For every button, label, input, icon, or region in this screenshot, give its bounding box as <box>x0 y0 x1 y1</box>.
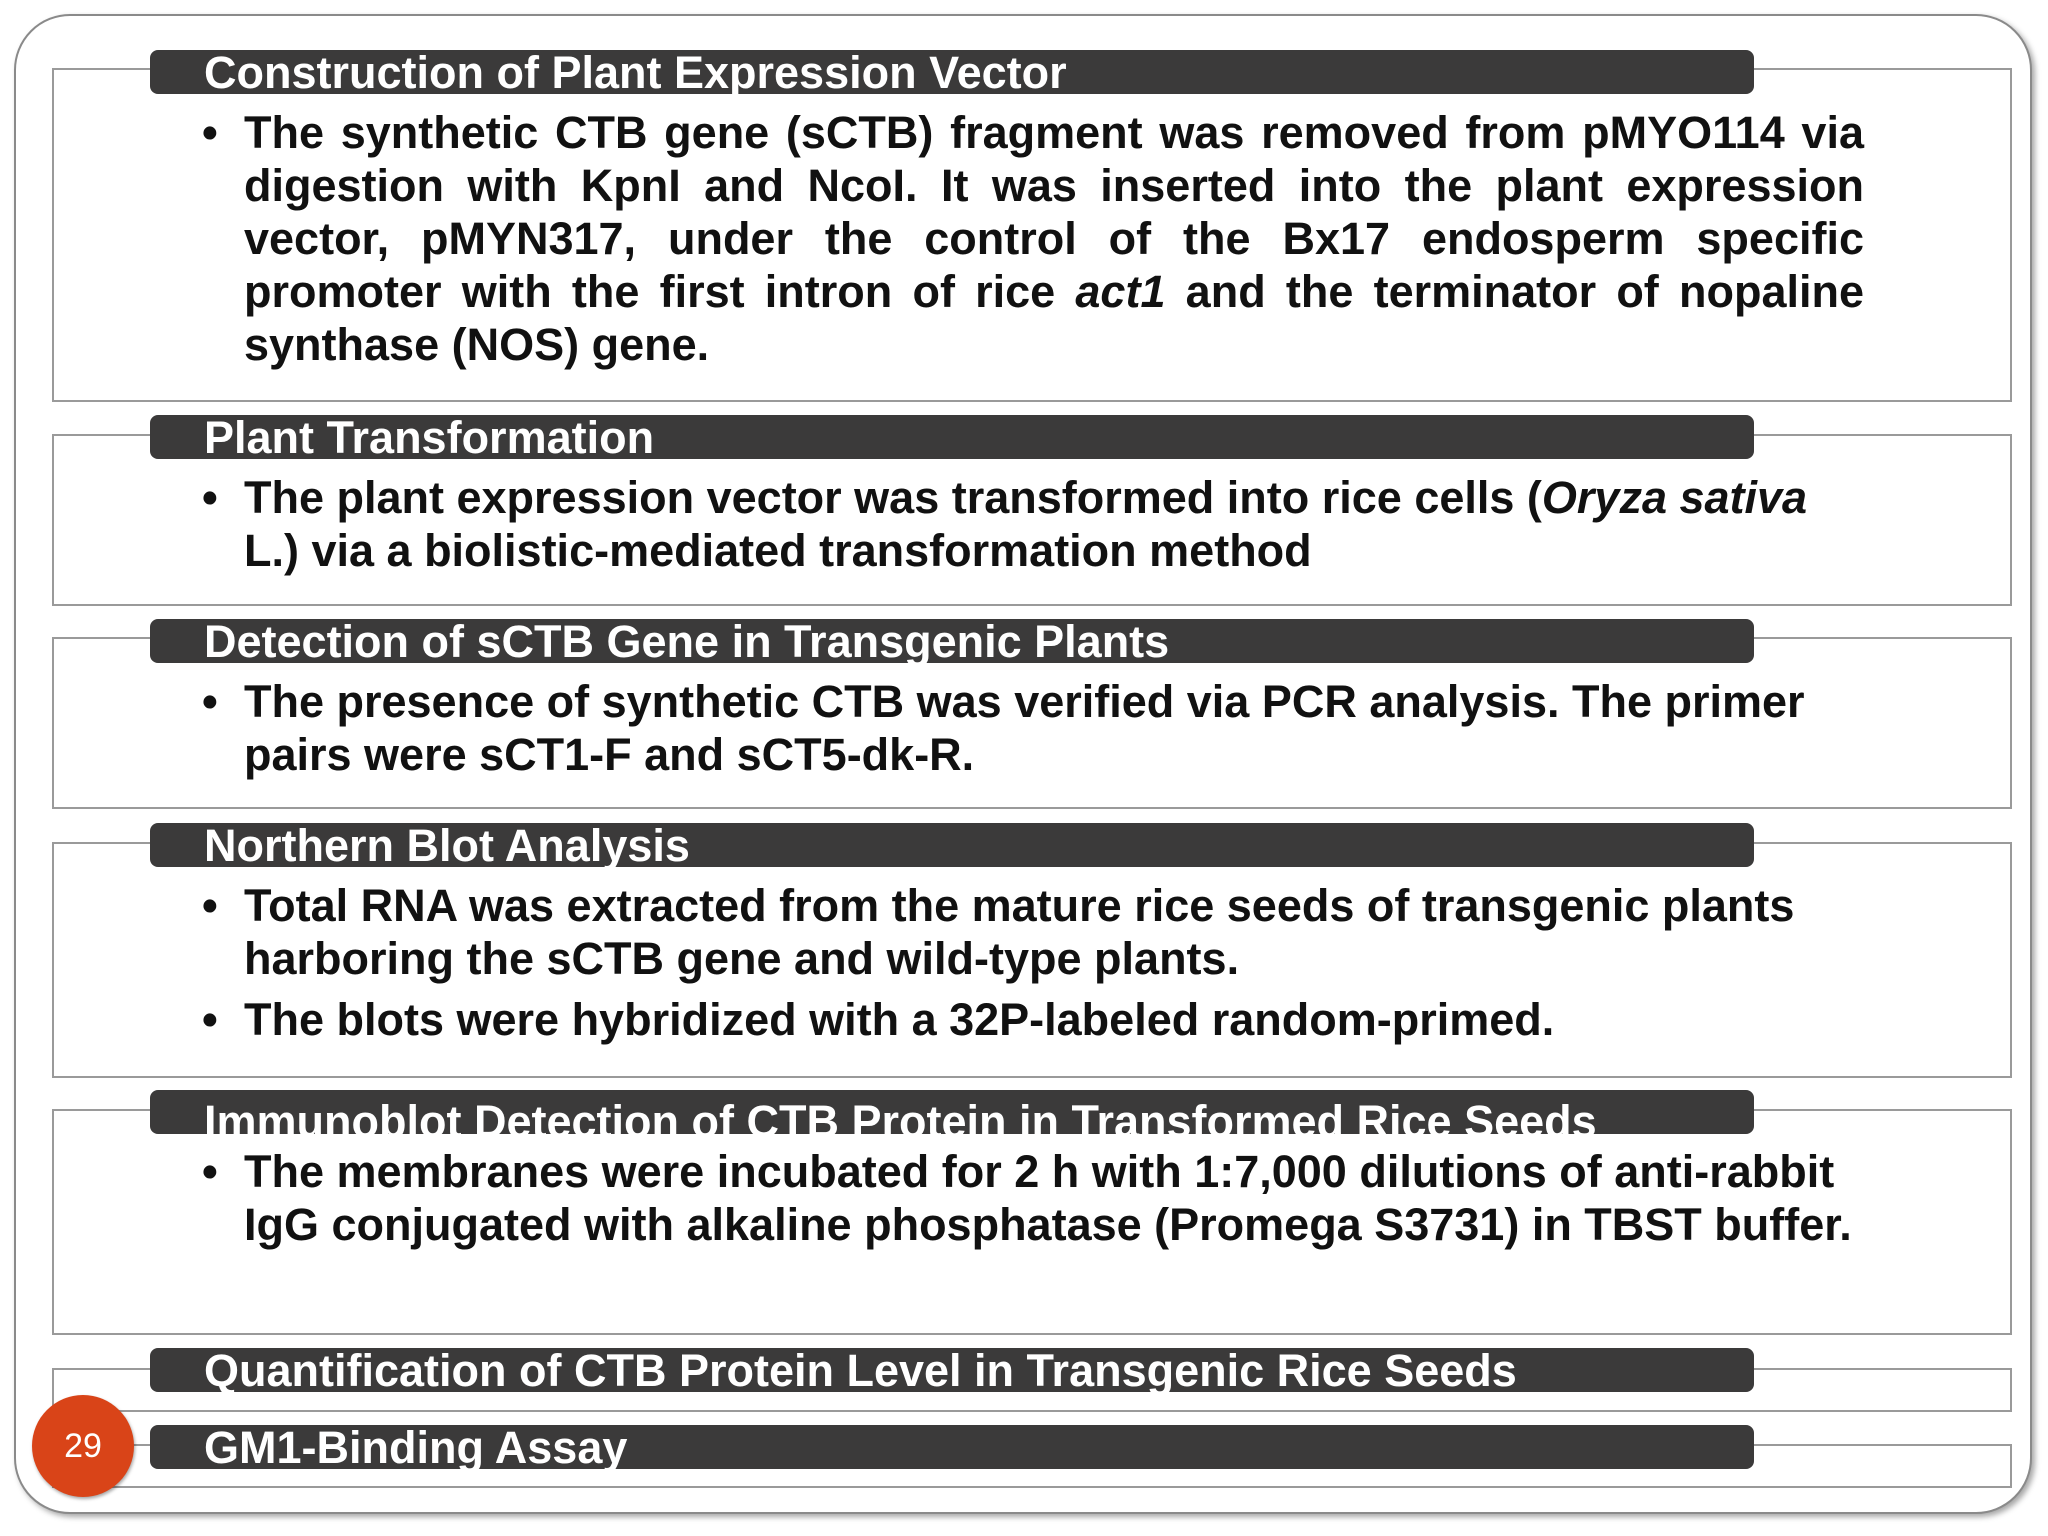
section-header-gm1-binding <box>150 1422 1754 1473</box>
bullet-list-sctb-detection <box>196 675 1864 789</box>
section-header-immunoblot <box>150 1090 1754 1147</box>
section-header-ctb-quantification <box>150 1345 1754 1396</box>
section-title: Detection of sCTB Gene in Transgenic Plants <box>204 616 1170 667</box>
bullet-item: • The membranes were incubated for 2 h with 1:7,000 dilutions of anti-rabbit IgG conjugated with alkaline phosphatase (Promega S3731) in TBST buffer. <box>196 1145 1864 1251</box>
bullet-list-immunoblot <box>196 1145 1864 1259</box>
section-title: Northern Blot Analysis <box>204 820 690 871</box>
italic-species-name: Oryza sativa <box>1541 472 1808 523</box>
bullet-item: • The presence of synthetic CTB was verified via PCR analysis. The primer pairs were sCT1-F and sCT5-dk-R. <box>196 675 1864 781</box>
bullet-list-plant-transformation <box>196 471 1864 585</box>
section-header-sctb-detection <box>150 616 1754 667</box>
bullet-item: • Total RNA was extracted from the mature rice seeds of transgenic plants harboring the sCTB gene and wild-type plants. <box>196 879 1864 985</box>
bullet-item: • The plant expression vector was transformed into rice cells (Oryza sativa L.) via a biolistic-mediated transformation method <box>196 471 1864 577</box>
section-title: Plant Transformation <box>204 412 655 463</box>
bullet-item: • The synthetic CTB gene (sCTB) fragment was removed from pMYO114 via digestion with KpnI and NcoI. It was inserted into the plant expression vector, pMYN317, under the control of the Bx17 endosperm specific promoter with the first intron of rice act1 and the terminator of nopaline synthase (NOS) gene. <box>196 106 1864 371</box>
section-title: Immunoblot Detection of CTB Protein in Transformed Rice Seeds <box>204 1096 1597 1147</box>
section-title: GM1-Binding Assay <box>204 1422 628 1473</box>
section-title: Construction of Plant Expression Vector <box>204 47 1067 98</box>
section-title: Quantification of CTB Protein Level in Transgenic Rice Seeds <box>204 1345 1517 1396</box>
section-header-plant-transformation <box>150 412 1754 463</box>
section-header-northern-blot <box>150 820 1754 871</box>
bullet-list-northern-blot <box>196 879 1864 1054</box>
bullet-item: • The blots were hybridized with a 32P-labeled random-primed. <box>196 993 1864 1046</box>
section-header-vector-construction <box>150 47 1754 98</box>
bullet-list-vector-construction <box>196 106 1864 379</box>
page-number-badge: 29 <box>32 1395 134 1497</box>
italic-gene-name: act1 <box>1075 266 1166 317</box>
